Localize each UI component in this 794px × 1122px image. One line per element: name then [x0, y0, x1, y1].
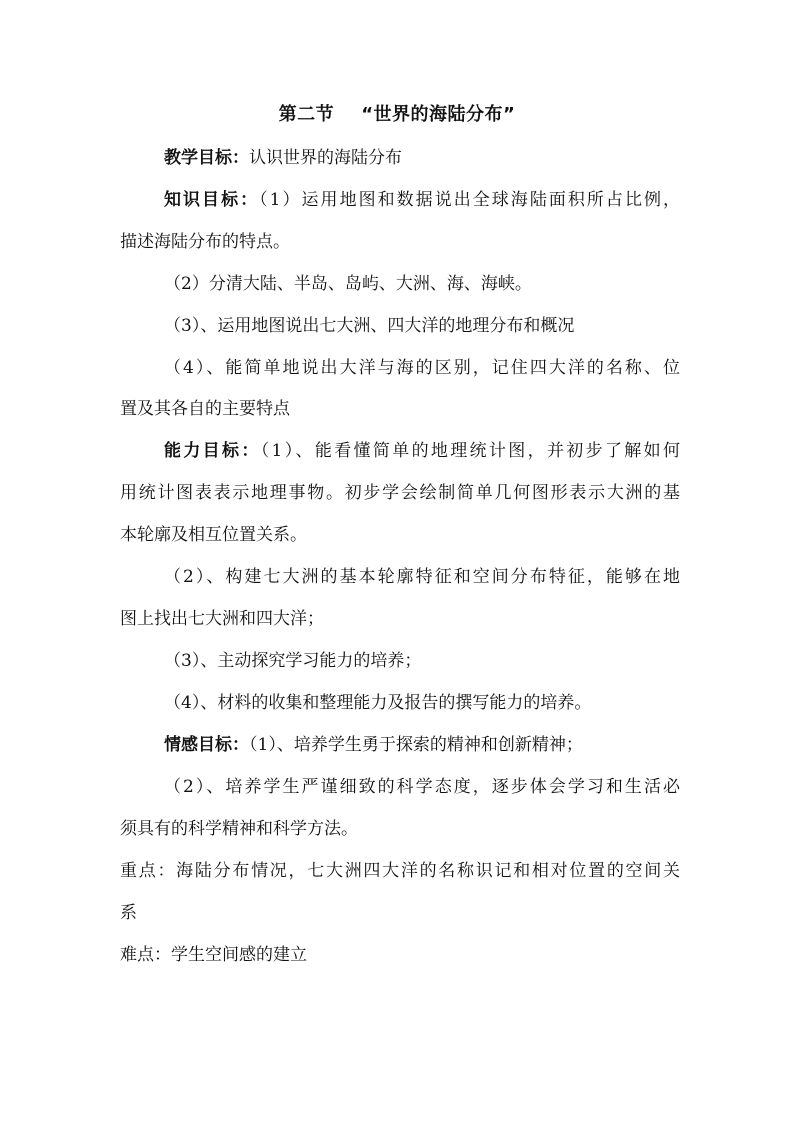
knowledge-goal-item2: （2）分清大陆、半岛、岛屿、大洲、海、海峡。 [164, 274, 532, 294]
knowledge-goal-line [164, 189, 680, 211]
difficulty-line: 难点：学生空间感的建立 [120, 945, 307, 965]
knowledge-goal-label: 知识目标： [164, 190, 260, 210]
ability-goal-item1-line2: 用统计图表表示地理事物。初步学会绘制简单几何图形表示大洲的基 [120, 483, 680, 503]
ability-goal-item3: （3）、主动探究学习能力的培养； [164, 651, 422, 671]
ability-goal-item1-line3: 本轮廓及相互位置关系。 [120, 525, 307, 545]
emotion-goal-label: 情感目标： [164, 735, 249, 755]
ability-goal-line [164, 440, 680, 462]
ability-goal-item4: （4）、材料的收集和整理能力及报告的撰写能力的培养。 [164, 693, 592, 713]
teaching-goal-line [164, 147, 680, 169]
teaching-goal-label: 教学目标： [164, 148, 249, 168]
ability-goal-item2-line2: 图上找出七大洲和四大洋； [120, 609, 324, 629]
knowledge-goal-item3: （3）、运用地图说出七大洲、四大洋的地理分布和概况 [164, 316, 575, 336]
key-point-line1: 重点：海陆分布情况，七大洲四大洋的名称识记和相对位置的空间关 [120, 861, 680, 881]
emotion-goal-line [164, 734, 680, 756]
teaching-goal-text: 认识世界的海陆分布 [249, 148, 402, 168]
ability-goal-label: 能力目标： [164, 441, 261, 461]
knowledge-goal-item4-line1: （4）、能简单地说出大洋与海的区别，记住四大洋的名称、位 [164, 358, 680, 378]
key-point-line2: 系 [120, 903, 137, 923]
ability-goal-item1-line1: （1）、能看懂简单的地理统计图，并初步了解如何 [260, 441, 680, 461]
knowledge-goal-item1-line2: 描述海陆分布的特点。 [120, 232, 290, 252]
ability-goal-item2-line1: （2）、构建七大洲的基本轮廓特征和空间分布特征，能够在地 [164, 567, 680, 587]
knowledge-goal-item1-line1: （1）运用地图和数据说出全球海陆面积所占比例， [259, 190, 680, 210]
page-title: 第二节 “世界的海陆分布” [278, 104, 516, 125]
emotion-goal-item1: （1）、培养学生勇于探索的精神和创新精神； [249, 735, 583, 755]
emotion-goal-item2-line2: 须具有的科学精神和科学方法。 [120, 819, 358, 839]
emotion-goal-item2-line1: （2）、培养学生严谨细致的科学态度，逐步体会学习和生活必 [164, 777, 680, 797]
knowledge-goal-item4-line2: 置及其各自的主要特点 [120, 399, 290, 419]
